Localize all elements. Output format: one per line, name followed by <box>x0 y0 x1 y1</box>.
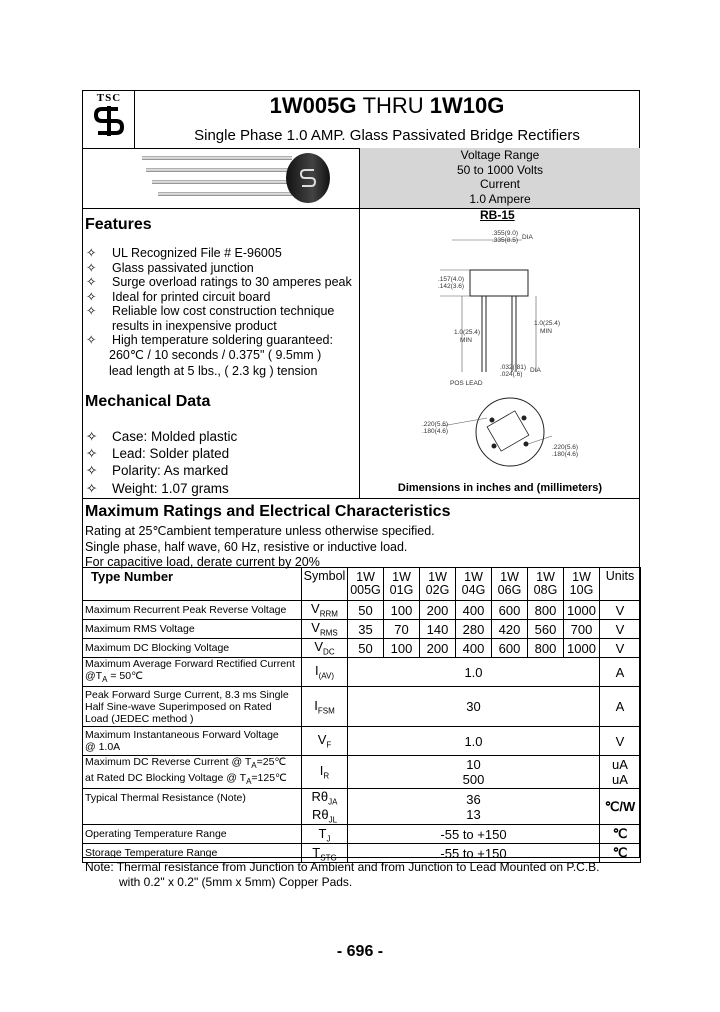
footnote-line: Note: Thermal resistance from Junction to Ambient and from Junction to Lead Mounted on P.C.B. <box>85 860 600 874</box>
value-cell: 100 <box>384 639 420 658</box>
mechanical-text: Case: Molded plastic <box>112 429 238 444</box>
diamond-bullet-icon: ✧ <box>86 480 98 496</box>
feature-continuation: lead length at 5 lbs., ( 2.3 kg ) tension <box>109 364 318 378</box>
table-row <box>83 620 641 639</box>
diamond-bullet-icon: ✧ <box>86 304 97 318</box>
dim-label: .220(5.6) <box>552 444 579 451</box>
list-item <box>86 290 352 305</box>
param-label: Operating Temperature Range <box>83 825 302 844</box>
list-item <box>86 462 237 479</box>
table-row <box>83 687 641 727</box>
type-col: 1W 02G <box>420 568 456 601</box>
param-symbol: $V_{RMS}$ <box>302 620 348 639</box>
type-col: 1W 06G <box>492 568 528 601</box>
ratings-note: Single phase, half wave, 60 Hz, resistive or inductive load. <box>85 540 408 554</box>
dim-label: .024(.6) <box>500 371 523 378</box>
dim-label: .180(4.6) <box>552 451 579 458</box>
table-row <box>83 601 641 620</box>
dim-label: .157(4.0) <box>438 276 465 283</box>
units-header: Units <box>600 568 641 601</box>
list-item <box>86 333 352 348</box>
feature-text: Surge overload ratings to 30 amperes peak <box>112 275 352 289</box>
diamond-bullet-icon: ✧ <box>86 429 98 444</box>
param-symbol: $T_{STG}$ <box>302 844 348 863</box>
dim-label: DIA <box>530 367 541 374</box>
table-header-row <box>83 568 641 601</box>
value-cell: 200 <box>420 639 456 658</box>
type-col: 1W 04G <box>456 568 492 601</box>
value-cell: 1.0 <box>348 727 600 756</box>
list-item <box>86 246 352 261</box>
dim-label: 1.0(25.4) <box>454 329 481 336</box>
list-item <box>86 304 352 319</box>
diamond-bullet-icon: ✧ <box>86 333 97 347</box>
param-symbol: $V_F$ <box>302 727 348 756</box>
diamond-bullet-icon: ✧ <box>86 289 97 304</box>
param-label: Storage Temperature Range <box>83 844 302 863</box>
ratings-note: For capacitive load, derate current by 20% <box>85 555 320 569</box>
symbol-header: Symbol <box>302 568 348 601</box>
dim-label: 1.0(25.4) <box>534 320 561 327</box>
ratings-table <box>82 567 641 863</box>
param-symbol: $V_{DC}$ <box>302 639 348 658</box>
current-label: Current <box>479 177 520 191</box>
dim-label: DIA <box>522 234 533 241</box>
dim-label: .180(4.6) <box>422 428 449 435</box>
part-to: 1W10G <box>429 93 505 118</box>
company-logo <box>84 92 134 148</box>
dim-label: MIN <box>460 337 472 344</box>
unit-cell: ℃ <box>600 825 641 844</box>
dim-label: .355(9.0) <box>492 230 519 237</box>
value-cell: 600 <box>492 601 528 620</box>
dimensions-caption: Dimensions in inches and (millimeters) <box>397 482 603 494</box>
value-cell: 35 <box>348 620 384 639</box>
dim-label: MIN <box>540 328 552 335</box>
ratings-heading: Maximum Ratings and Electrical Characteristics <box>85 503 451 520</box>
type-col: 1W 01G <box>384 568 420 601</box>
param-label: Maximum RMS Voltage <box>83 620 302 639</box>
page-subtitle: Single Phase 1.0 AMP. Glass Passivated Bridge Rectifiers <box>194 127 580 144</box>
value-cell: 400 <box>456 601 492 620</box>
list-item <box>86 428 237 445</box>
unit-cell: ℃/W <box>600 789 641 825</box>
value-cell: 400 <box>456 639 492 658</box>
feature-continuation: 260℃ / 10 seconds / 0.375" ( 9.5mm ) <box>109 347 322 362</box>
value-cell: 50 <box>348 639 384 658</box>
divider <box>82 498 640 499</box>
ratings-note: Rating at 25℃ambient temperature unless otherwise specified. <box>85 524 435 538</box>
page-title <box>134 93 640 119</box>
table-row <box>83 789 641 825</box>
current-value: 1.0 Ampere <box>469 191 531 206</box>
feature-text: Reliable low cost construction technique <box>112 304 335 318</box>
feature-text: Glass passivated junction <box>112 260 254 275</box>
unit-cell: V <box>600 639 641 658</box>
value-cell: 800 <box>528 639 564 658</box>
page-number: - 696 - <box>336 943 384 960</box>
features-heading: Features <box>85 216 152 233</box>
diamond-bullet-icon: ✧ <box>86 463 98 479</box>
type-col: 1W 005G <box>348 568 384 601</box>
mechanical-text: Weight: 1.07 grams <box>112 480 229 496</box>
param-label: Peak Forward Surge Current, 8.3 ms Single Half Sine-wave Superimposed on Rated Load (JEDEC method ) <box>83 687 302 727</box>
param-symbol: $V_{RRM}$ <box>302 601 348 620</box>
diamond-bullet-icon: ✧ <box>86 446 98 462</box>
type-col: 1W 10G <box>564 568 600 601</box>
value-cell: 10 500 <box>348 756 600 789</box>
unit-cell: uA uA <box>600 756 641 789</box>
type-number-header: Type Number <box>83 568 302 601</box>
value-cell: 70 <box>384 620 420 639</box>
list-item <box>86 445 237 462</box>
diamond-bullet-icon: ✧ <box>86 246 97 260</box>
value-cell: 600 <box>492 639 528 658</box>
unit-cell: V <box>600 601 641 620</box>
dim-label: .335(8.5) <box>492 237 519 244</box>
param-symbol: $R\theta_{JA}$ $R\theta_{JL}$ <box>302 789 348 825</box>
param-label: Maximum DC Reverse Current @ $T_A=25℃$ at Rated DC Blocking Voltage @ $T_A=125℃$ <box>83 756 302 789</box>
voltage-range-label: Voltage Range <box>460 148 540 162</box>
param-label: Maximum DC Blocking Voltage <box>83 639 302 658</box>
value-cell: 700 <box>564 620 600 639</box>
mechanical-heading: Mechanical Data <box>85 393 211 410</box>
part-from: 1W005G <box>269 93 357 118</box>
type-col: 1W 08G <box>528 568 564 601</box>
package-name: RB-15 <box>480 208 515 222</box>
value-cell: 1000 <box>564 601 600 620</box>
mechanical-text: Lead: Solder plated <box>112 446 230 462</box>
param-symbol: $I_{(AV)}$ <box>302 658 348 687</box>
value-cell: 560 <box>528 620 564 639</box>
value-cell: 200 <box>420 601 456 620</box>
feature-text: UL Recognized File # E-96005 <box>112 246 282 260</box>
logo-mark-icon <box>92 104 126 138</box>
value-cell: 1.0 <box>348 658 600 687</box>
title-thru: THRU <box>362 93 424 118</box>
feature-text: High temperature soldering guaranteed: <box>112 333 333 347</box>
dim-label: .220(5.6) <box>422 421 449 428</box>
param-symbol: $I_{FSM}$ <box>302 687 348 727</box>
logo-text: TSC <box>96 92 122 104</box>
table-row <box>83 727 641 756</box>
component-photo <box>138 150 358 206</box>
table-row <box>83 756 641 789</box>
footnote <box>85 860 600 890</box>
dim-label: .142(3.6) <box>438 283 465 290</box>
param-label: Typical Thermal Resistance (Note) <box>83 789 302 825</box>
mechanical-list <box>86 428 237 497</box>
voltage-range-value: 50 to 1000 Volts <box>456 162 544 177</box>
divider <box>82 208 640 209</box>
value-cell: 50 <box>348 601 384 620</box>
list-item <box>86 480 237 497</box>
param-label: Maximum Average Forward Rectified Current $@T_A$ = 50℃ <box>83 658 302 687</box>
features-list <box>86 246 352 379</box>
table-row <box>83 825 641 844</box>
value-cell: 30 <box>348 687 600 727</box>
list-item <box>86 275 352 290</box>
diamond-bullet-icon: ✧ <box>86 275 97 289</box>
diamond-bullet-icon: ✧ <box>86 260 97 275</box>
value-cell: 420 <box>492 620 528 639</box>
param-symbol: $T_J$ <box>302 825 348 844</box>
table-row <box>83 639 641 658</box>
dim-label: .032(.81) <box>500 364 527 371</box>
value-cell: -55 to +150 <box>348 844 600 863</box>
feature-text: Ideal for printed circuit board <box>112 289 271 304</box>
unit-cell: A <box>600 658 641 687</box>
value-cell: 1000 <box>564 639 600 658</box>
value-cell: 100 <box>384 601 420 620</box>
value-cell: 140 <box>420 620 456 639</box>
param-label: Maximum Instantaneous Forward Voltage @ 1.0A <box>83 727 302 756</box>
ratings-summary-box <box>360 148 640 208</box>
unit-cell: ℃ <box>600 844 641 863</box>
value-cell: 280 <box>456 620 492 639</box>
list-item <box>86 261 352 276</box>
mechanical-text: Polarity: As marked <box>112 463 229 479</box>
unit-cell: V <box>600 620 641 639</box>
package-outline-drawing <box>362 222 638 482</box>
table-row <box>83 658 641 687</box>
param-label: Maximum Recurrent Peak Reverse Voltage <box>83 601 302 620</box>
param-symbol: $I_R$ <box>302 756 348 789</box>
value-cell: 36 13 <box>348 789 600 825</box>
unit-cell: A <box>600 687 641 727</box>
feature-continuation: results in inexpensive product <box>112 318 277 333</box>
footnote-line: with 0.2" x 0.2" (5mm x 5mm) Copper Pads. <box>119 875 353 889</box>
value-cell: -55 to +150 <box>348 825 600 844</box>
unit-cell: V <box>600 727 641 756</box>
value-cell: 800 <box>528 601 564 620</box>
dim-label: POS LEAD <box>450 380 483 387</box>
